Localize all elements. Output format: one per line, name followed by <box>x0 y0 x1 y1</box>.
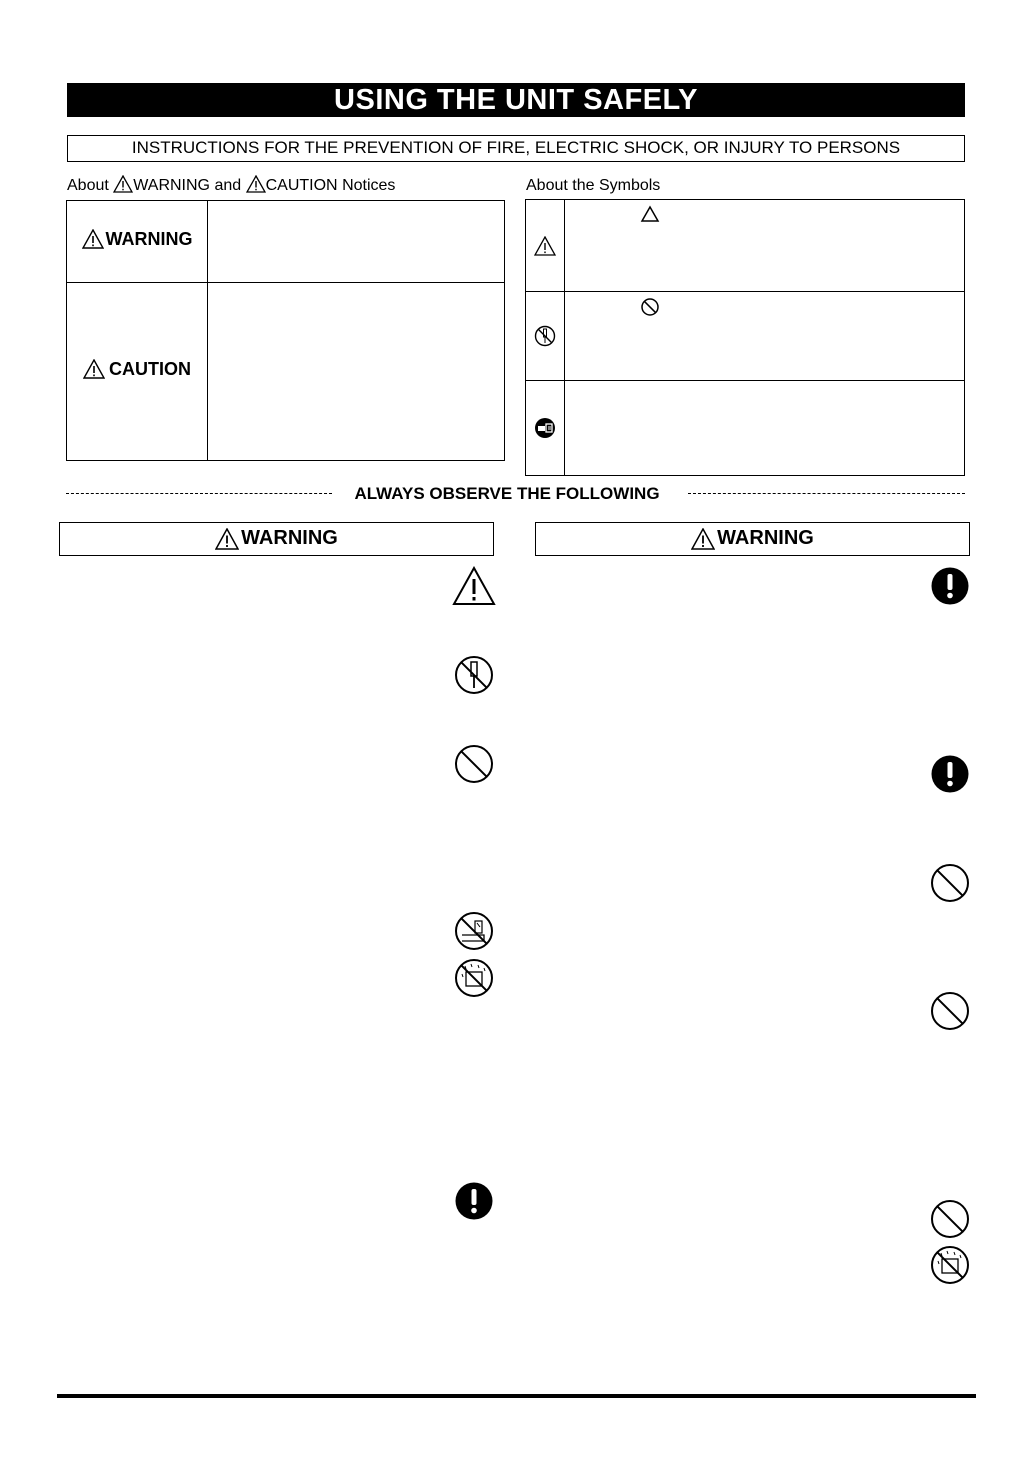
warning-label-cell <box>67 201 208 283</box>
observe-divider-left <box>66 493 332 494</box>
warning-description-cell <box>208 201 505 283</box>
prohibited-icon <box>930 1199 970 1239</box>
caution-description-cell <box>208 283 505 461</box>
observe-title: ALWAYS OBSERVE THE FOLLOWING <box>336 484 678 504</box>
left-warning-header-label: WARNING <box>241 527 338 549</box>
notices-heading-caution: CAUTION <box>265 177 338 194</box>
do-not-place-near-water-icon <box>454 911 494 951</box>
do-not-get-wet-icon <box>454 958 494 998</box>
do-not-disassemble-icon <box>454 655 494 695</box>
warning-label: WARNING <box>105 228 193 249</box>
mandatory-action-icon <box>931 755 969 793</box>
symbol-cell-caution <box>526 200 565 292</box>
warning-triangle-icon <box>215 528 239 550</box>
warning-triangle-icon <box>82 229 104 249</box>
caution-triangle-icon <box>452 566 496 606</box>
unplug-icon <box>534 417 556 439</box>
footer-rule <box>57 1394 976 1398</box>
symbols-heading: About the Symbols <box>526 177 661 194</box>
page-subtitle: INSTRUCTIONS FOR THE PREVENTION OF FIRE, ELECTRIC SHOCK, OR INJURY TO PERSONS <box>67 135 965 162</box>
mandatory-action-icon <box>455 1182 493 1220</box>
notices-heading-warning: WARNING <box>133 177 210 194</box>
notices-heading-about: About <box>67 177 109 194</box>
symbol-desc-mandatory <box>565 381 965 476</box>
warning-triangle-icon <box>113 175 133 193</box>
page-title: USING THE UNIT SAFELY <box>67 83 965 117</box>
notices-heading-notices: Notices <box>342 177 396 194</box>
symbols-table <box>525 199 965 476</box>
observe-divider-right <box>688 493 965 494</box>
symbol-cell-mandatory <box>526 381 565 476</box>
symbol-desc-caution <box>565 200 965 292</box>
notices-heading-and: and <box>214 177 242 194</box>
notices-table <box>66 200 505 461</box>
caution-label-cell <box>67 283 208 461</box>
mandatory-action-icon <box>931 567 969 605</box>
prohibited-icon <box>930 991 970 1031</box>
prohibited-icon <box>930 863 970 903</box>
right-warning-header-label: WARNING <box>717 527 814 549</box>
triangle-outline-icon <box>640 205 660 223</box>
do-not-disassemble-icon <box>534 325 556 347</box>
caution-label: CAUTION <box>109 358 191 379</box>
right-warning-header <box>535 522 970 556</box>
prohibited-icon <box>454 744 494 784</box>
left-warning-header <box>59 522 494 556</box>
symbol-desc-prohibited <box>565 292 965 381</box>
notices-heading <box>67 175 507 196</box>
caution-triangle-icon <box>534 236 556 256</box>
do-not-get-wet-icon <box>930 1245 970 1285</box>
prohibited-outline-icon <box>640 297 660 317</box>
warning-triangle-icon <box>246 175 266 193</box>
symbol-cell-prohibited <box>526 292 565 381</box>
warning-triangle-icon <box>691 528 715 550</box>
warning-triangle-icon <box>83 359 105 379</box>
